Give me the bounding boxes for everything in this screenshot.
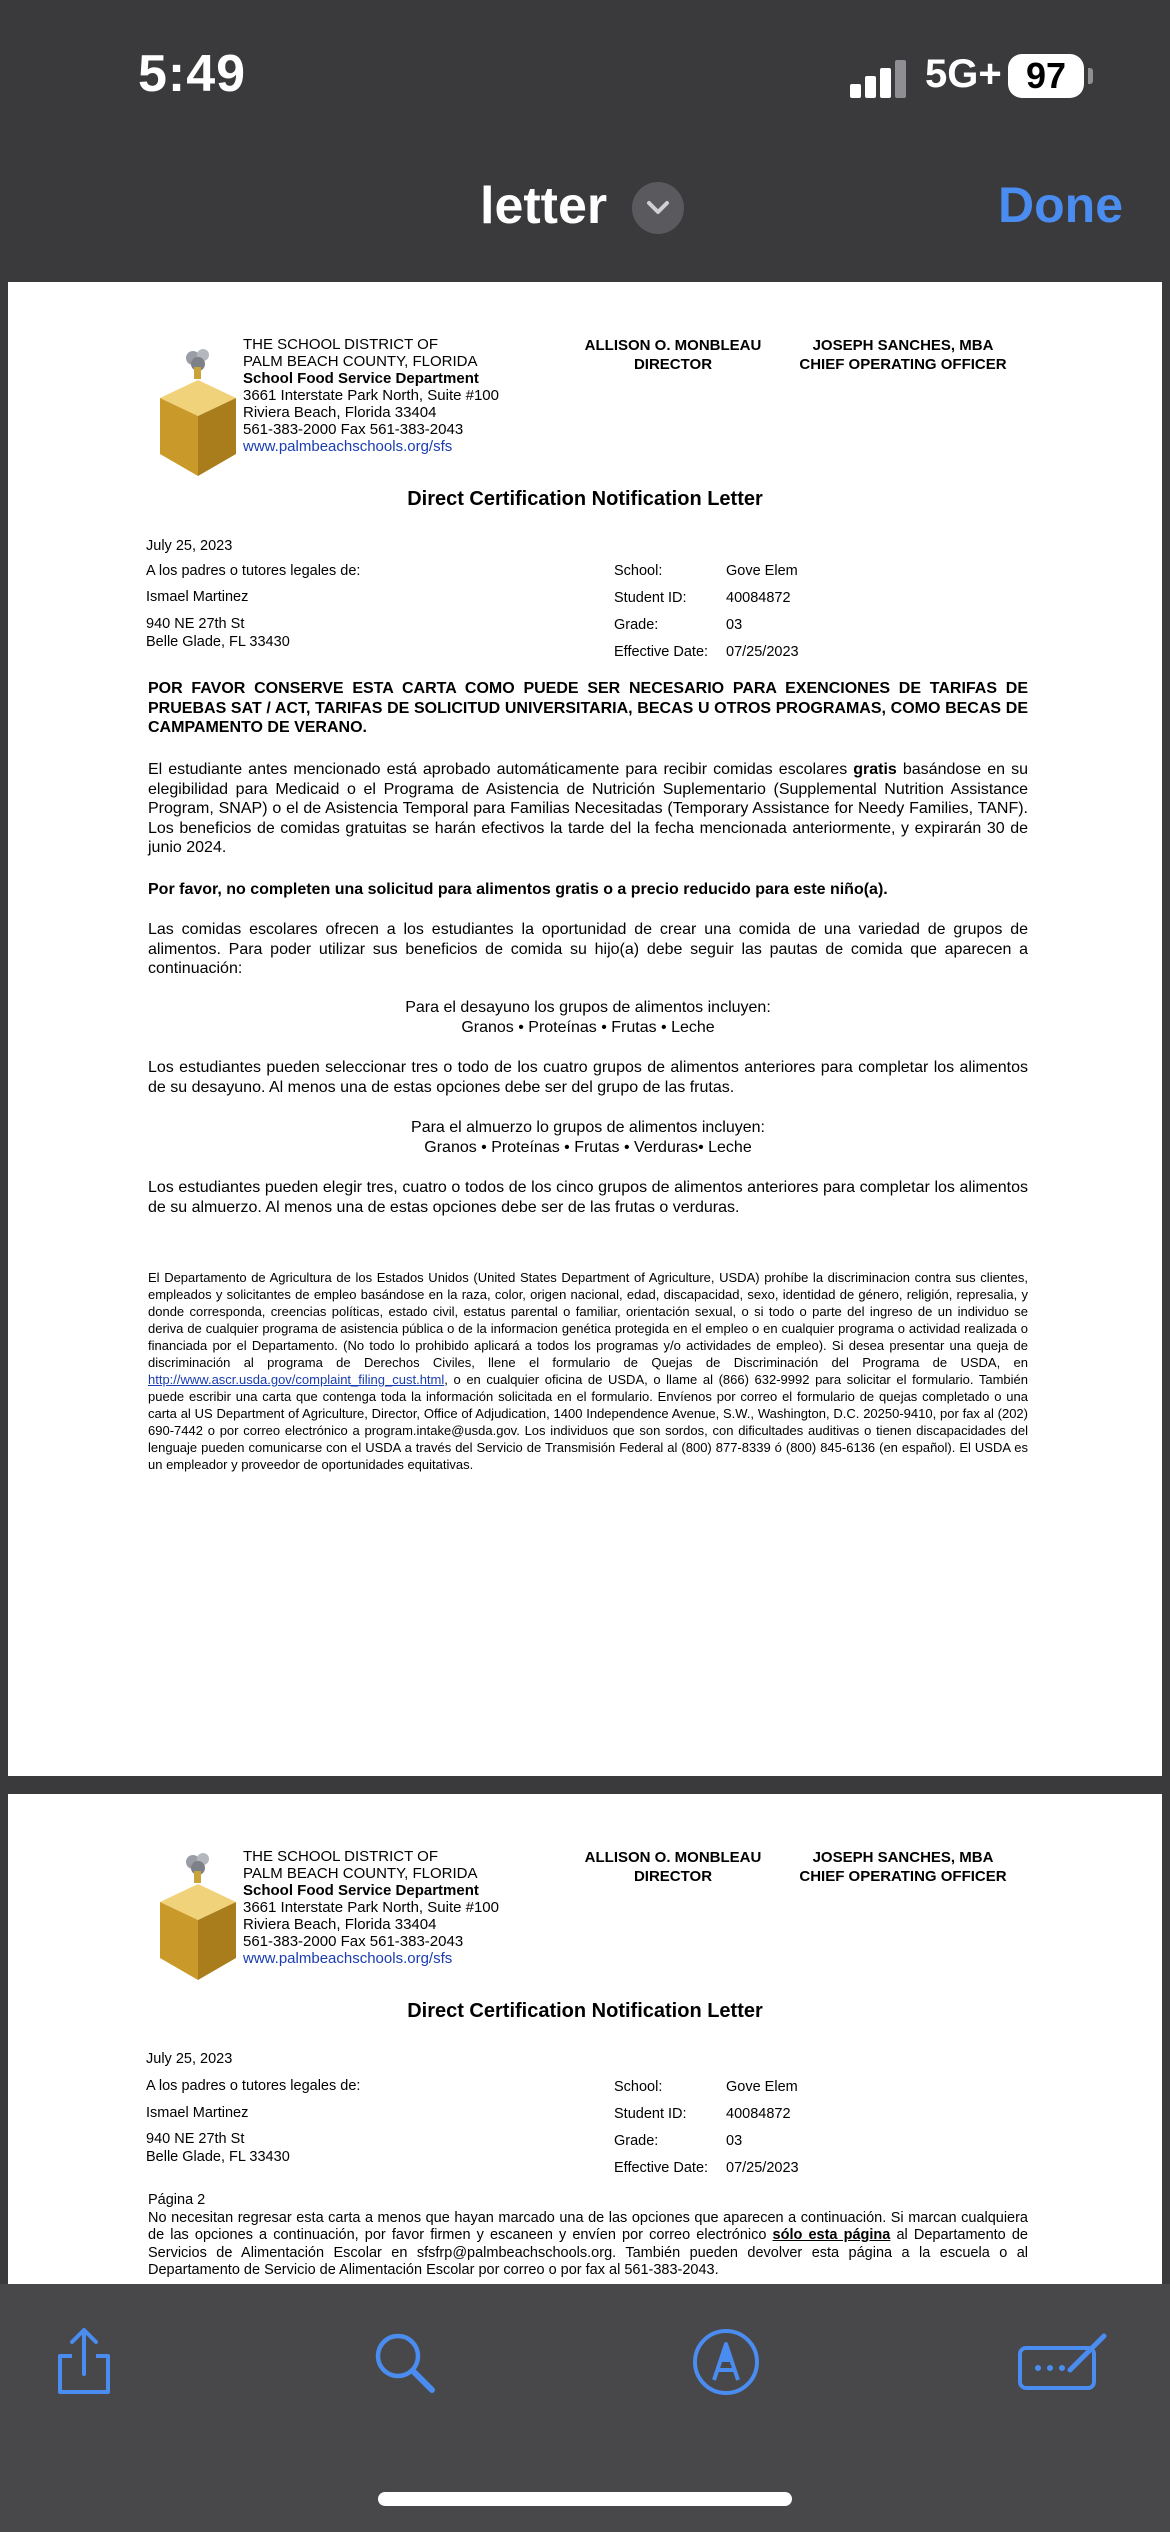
effective-date-label: Effective Date: [614,644,709,660]
document-page-2 [8,1794,1162,2284]
district-logo [148,340,248,480]
done-button[interactable]: Done [998,177,1123,233]
grade-value: 03 [726,617,743,633]
coo-title: CHIEF OPERATING OFFICER [799,1868,1007,1885]
school-label: School: [614,2079,663,2095]
usda-text-1: El Departamento de Agricultura de los Estados Unidos (United States Department of Agriculture, USDA) prohíbe la discriminacion contra sus clientes, empleados y solicitantes de empleo basándose en la raza, color, origen nacional, edad, discapacidad, sexo, identidad de género, religión, represalia, y donde corresponda, creencias políticas, estado civil, estatus parental o familiar, orientación sexual, o si todo o parte del ingreso de un individuo se deriva de cualquier programa de asistencia pública o de la informacion genética protegida en el empleo o en cualquier programa o actividad realizada o financiada por el Departamento. (No todo lo prohibido aplicará a todos los programas y/o actividades de empleo). Si desea presentar una queja de discriminación al programa de Derechos Civiles, llene el formulario de Quejas de Discriminación del Programa de USDA, en [148,1270,1028,1370]
coo-name: JOSEPH SANCHES, MBA [812,1849,994,1866]
letter-title: Direct Certification Notification Letter [407,488,763,510]
field-values [726,558,799,666]
salutation: A los padres o tutores legales de: [146,563,361,579]
grade-label: Grade: [614,617,659,633]
network-type: 5G+ [925,52,1002,96]
director-name: ALLISON O. MONBLEAU [584,337,762,354]
district-line-1: THE SCHOOL DISTRICT OF [243,1848,439,1865]
lunch-rule: Los estudiantes pueden elegir tres, cuatro o todos de los cinco grupos de alimentos anteriores para completar los alimentos de su almuerzo. Al menos una de estas opciones debe ser de las frutas o verduras. [148,1179,1028,1216]
district-line-1: THE SCHOOL DISTRICT OF [243,336,439,353]
address-street: 940 NE 27th St [146,616,245,632]
field-values [726,2074,799,2182]
address-city: Belle Glade, FL 33430 [146,634,290,650]
effective-date-value: 07/25/2023 [726,644,799,660]
director-block [553,1848,793,1886]
address-city: Belle Glade, FL 33430 [146,2149,290,2165]
usda-complaint-link[interactable]: http://www.ascr.usda.gov/complaint_filing_cust.html [148,1372,445,1387]
page-2-text-2: al Departamento de Servicios de Alimentación Escolar en sfsfrp@palmbeachschools.org. También pueden devolver esta página a la escuela o al Departamento de Servicio de Alimentación Escolar por correo o por fax al 561-383-2043. [148,2227,1028,2278]
document-page-1 [8,282,1162,1776]
district-website[interactable]: www.palmbeachschools.org/sfs [243,1950,453,1967]
school-label: School: [614,563,663,579]
approval-paragraph [148,760,1028,858]
address-street: 940 NE 27th St [146,2131,245,2147]
document-title[interactable]: letter [480,177,608,235]
field-labels [614,558,708,666]
status-time: 5:49 [138,45,247,103]
student-id-label: Student ID: [614,2106,687,2122]
usda-text-2: , o en cualquier oficina de USDA, o llame al (866) 632-9992 para solicitar el formulario. También puede escribir una carta que contenga toda la información solicitada en el formulario. Envíenos por correo el formulario de quejas completado o una carta al US Department of Agriculture, Director, Office of Adjudication, 1400 Independence Avenue, S.W., Washington, D.C. 20250-9410, por fax al (202) 690-7442 o por correo electrónico a program.intake@usda.gov. Los individuos que son sordos, con dificultades auditivas o tienen discapacidades del lenguaje pueden comunicarse con el USDA a través del Servicio de Transmisión Federal al (800) 877-8339 ó (800) 845-6136 (en español). El USDA es un empleador y proveedor de oportunidades equitativas. [148,1372,1028,1472]
student-id-label: Student ID: [614,590,687,606]
school-value: Gove Elem [726,2079,798,2095]
phone-fax: 561-383-2000 Fax 561-383-2043 [243,1933,464,1950]
grade-label: Grade: [614,2133,659,2149]
letter-date: July 25, 2023 [146,538,233,554]
home-indicator[interactable] [378,2492,792,2506]
effective-date-value: 07/25/2023 [726,2160,799,2176]
only-this-page-bold: sólo esta página [772,2227,891,2243]
grade-value: 03 [726,2133,743,2149]
phone-fax: 561-383-2000 Fax 561-383-2043 [243,421,464,438]
student-address [146,2130,290,2166]
coo-block [788,1848,1018,1886]
student-name: Ismael Martinez [146,589,249,605]
district-line-2: PALM BEACH COUNTY, FLORIDA [243,1865,478,1882]
approval-text-2: basándose en su elegibilidad para Medicaid o el Programa de Asistencia de Nutrición Suplementario (Supplemental Nutrition Assistance Program, SNAP) o el de Asistencia Temporal para Familias Necesitadas (Temporary Assistance for Needy Families, TANF). Los beneficios de comidas gratuitas se harán efectivos la tarde del la fecha mencionada anteriormente, y expirarán 30 de junio 2024. [148,761,1028,856]
coo-block [788,336,1018,374]
approval-free-bold: gratis [853,761,897,778]
address-line-1: 3661 Interstate Park North, Suite #100 [243,387,499,404]
district-website[interactable]: www.palmbeachschools.org/sfs [243,438,453,455]
effective-date-label: Effective Date: [614,2160,709,2176]
coo-name: JOSEPH SANCHES, MBA [812,337,994,354]
page-2-instructions [148,2192,1028,2280]
usda-nondiscrimination-statement [148,1269,1028,1473]
title-menu-chevron-icon[interactable] [632,182,684,234]
status-bar [0,0,1170,150]
battery-tip [1088,68,1093,84]
student-id-value: 40084872 [726,2106,791,2122]
share-icon[interactable] [48,2326,120,2398]
field-labels [614,2074,708,2182]
district-info [243,336,499,455]
approval-text-1: El estudiante antes mencionado está aprobado automáticamente para recibir comidas escolares [148,761,854,778]
student-name: Ismael Martinez [146,2105,249,2121]
letter-date: July 25, 2023 [146,2051,233,2067]
address-line-2: Riviera Beach, Florida 33404 [243,404,437,421]
department-name: School Food Service Department [243,1882,479,1899]
breakfast-groups: Granos • Proteínas • Frutas • Leche [461,1019,715,1036]
district-info [243,1848,499,1967]
cellular-signal-icon [850,58,910,98]
director-title: DIRECTOR [633,356,713,373]
salutation: A los padres o tutores legales de: [146,2078,361,2094]
director-block [553,336,793,374]
battery-icon: 97 [1008,54,1084,98]
address-line-2: Riviera Beach, Florida 33404 [243,1916,437,1933]
page-2-label: Página 2 [148,2192,206,2208]
markup-icon[interactable] [690,2326,762,2398]
meals-intro: Las comidas escolares ofrecen a los estudiantes la oportunidad de crear una comida de una variedad de grupos de alimentos. Para poder utilizar sus beneficios de comida su hijo(a) debe seguir las pautas de comida que aparecen a continuación: [148,921,1028,977]
lunch-groups: Granos • Proteínas • Frutas • Verduras• Leche [424,1139,752,1156]
school-value: Gove Elem [726,563,798,579]
search-icon[interactable] [368,2326,440,2398]
no-application-notice: Por favor, no completen una solicitud para alimentos gratis o a precio reducido para este niño(a). [148,881,888,898]
breakfast-rule: Los estudiantes pueden seleccionar tres o todo de los cuatro grupos de alimentos anteriores para completar los alimentos de su desayuno. Al menos una de estas opciones debe ser del grupo de las frutas. [148,1059,1028,1096]
signature-icon[interactable] [1016,2326,1112,2398]
student-address [146,615,290,651]
lunch-heading: Para el almuerzo lo grupos de alimentos incluyen: [411,1119,765,1136]
keep-letter-notice: POR FAVOR CONSERVE ESTA CARTA COMO PUEDE SER NECESARIO PARA EXENCIONES DE TARIFAS DE PRUEBAS SAT / ACT, TARIFAS DE SOLICITUD UNIVERSITARIA, BECAS U OTROS PROGRAMAS, COMO BECAS DE CAMPAMENTO DE VERANO. [148,680,1028,736]
breakfast-heading: Para el desayuno los grupos de alimentos incluyen: [405,999,771,1016]
district-line-2: PALM BEACH COUNTY, FLORIDA [243,353,478,370]
department-name: School Food Service Department [243,370,479,387]
address-line-1: 3661 Interstate Park North, Suite #100 [243,1899,499,1916]
student-id-value: 40084872 [726,590,791,606]
director-title: DIRECTOR [633,1868,713,1885]
director-name: ALLISON O. MONBLEAU [584,1849,762,1866]
coo-title: CHIEF OPERATING OFFICER [799,356,1007,373]
letter-title: Direct Certification Notification Letter [407,2000,763,2022]
district-logo [148,1844,248,1984]
page-2-text-1: No necesitan regresar esta carta a menos que hayan marcado una de las opciones que aparecen a continuación. Si marcan cualquiera de las opciones a continuación, por favor firmen y escaneen y envíen por correo electrónico [148,2209,1028,2243]
